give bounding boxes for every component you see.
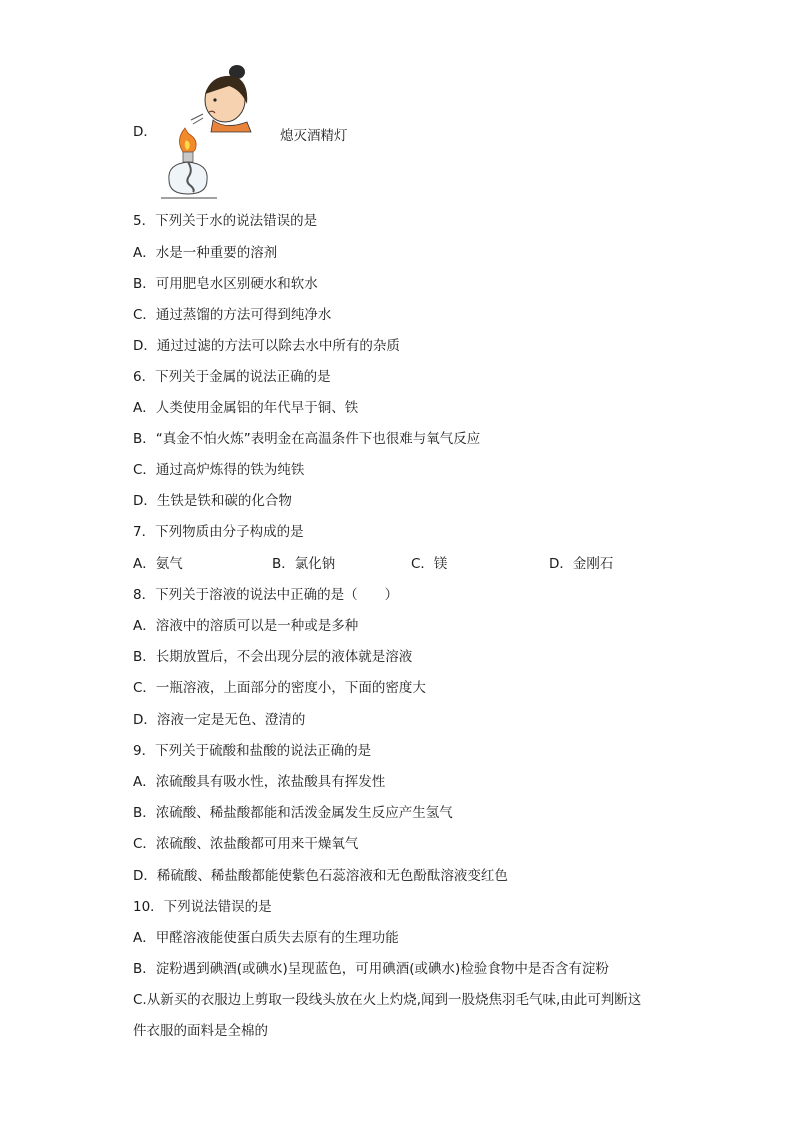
question-5-option-d: D．通过过滤的方法可以除去水中所有的杂质 [133, 338, 400, 354]
question-10-option-c: C.从新买的衣服边上剪取一段线头放在火上灼烧,闻到一股烧焦羽毛气味,由此可判断这 [133, 992, 642, 1008]
question-5-option-b: B．可用肥皂水区别硬水和软水 [133, 276, 318, 292]
question-7-option-a: A．氨气 [133, 556, 183, 572]
question-6-option-c: C．通过高炉炼得的铁为纯铁 [133, 462, 305, 478]
question-6-option-a: A．人类使用金属铝的年代早于铜、铁 [133, 400, 359, 416]
question-8-option-d: D．溶液一定是无色、澄清的 [133, 712, 306, 728]
option-d-caption: 熄灭酒精灯 [280, 128, 348, 144]
question-7-option-d: D．金刚石 [549, 556, 614, 572]
question-5-option-a: A．水是一种重要的溶剂 [133, 245, 278, 261]
question-5-stem: 5．下列关于水的说法错误的是 [133, 213, 318, 229]
question-10-option-b: B．淀粉遇到碘酒(或碘水)呈现蓝色，可用碘酒(或碘水)检验食物中是否含有淀粉 [133, 961, 609, 977]
question-8-option-a: A．溶液中的溶质可以是一种或是多种 [133, 618, 359, 634]
question-9-option-b: B．浓硫酸、稀盐酸都能和活泼金属发生反应产生氢气 [133, 805, 453, 821]
question-7-stem: 7．下列物质由分子构成的是 [133, 524, 304, 540]
question-8-stem: 8．下列关于溶液的说法中正确的是（ ） [133, 587, 399, 603]
question-6-option-d: D．生铁是铁和碳的化合物 [133, 493, 292, 509]
question-7-option-b: B．氯化钠 [272, 556, 336, 572]
question-10-stem: 10．下列说法错误的是 [133, 899, 272, 915]
extinguish-alcohol-lamp-illustration [155, 60, 265, 202]
question-6-stem: 6．下列关于金属的说法正确的是 [133, 369, 331, 385]
question-9-stem: 9．下列关于硫酸和盐酸的说法正确的是 [133, 743, 372, 759]
question-7-option-c: C．镁 [411, 556, 448, 572]
question-10-option-c-continued: 件衣服的面料是全棉的 [133, 1023, 268, 1039]
question-8-option-c: C．一瓶溶液，上面部分的密度小，下面的密度大 [133, 680, 426, 696]
question-5-option-c: C．通过蒸馏的方法可得到纯净水 [133, 307, 332, 323]
question-6-option-b: B．“真金不怕火炼”表明金在高温条件下也很难与氧气反应 [133, 431, 481, 447]
question-9-option-d: D．稀硫酸、稀盐酸都能使紫色石蕊溶液和无色酚酞溶液变红色 [133, 868, 508, 884]
question-10-option-a: A．甲醛溶液能使蛋白质失去原有的生理功能 [133, 930, 399, 946]
question-9-option-a: A．浓硫酸具有吸水性，浓盐酸具有挥发性 [133, 774, 386, 790]
option-d-label: D． [133, 124, 157, 140]
question-8-option-b: B．长期放置后，不会出现分层的液体就是溶液 [133, 649, 413, 665]
question-9-option-c: C．浓硫酸、浓盐酸都可用来干燥氧气 [133, 836, 359, 852]
